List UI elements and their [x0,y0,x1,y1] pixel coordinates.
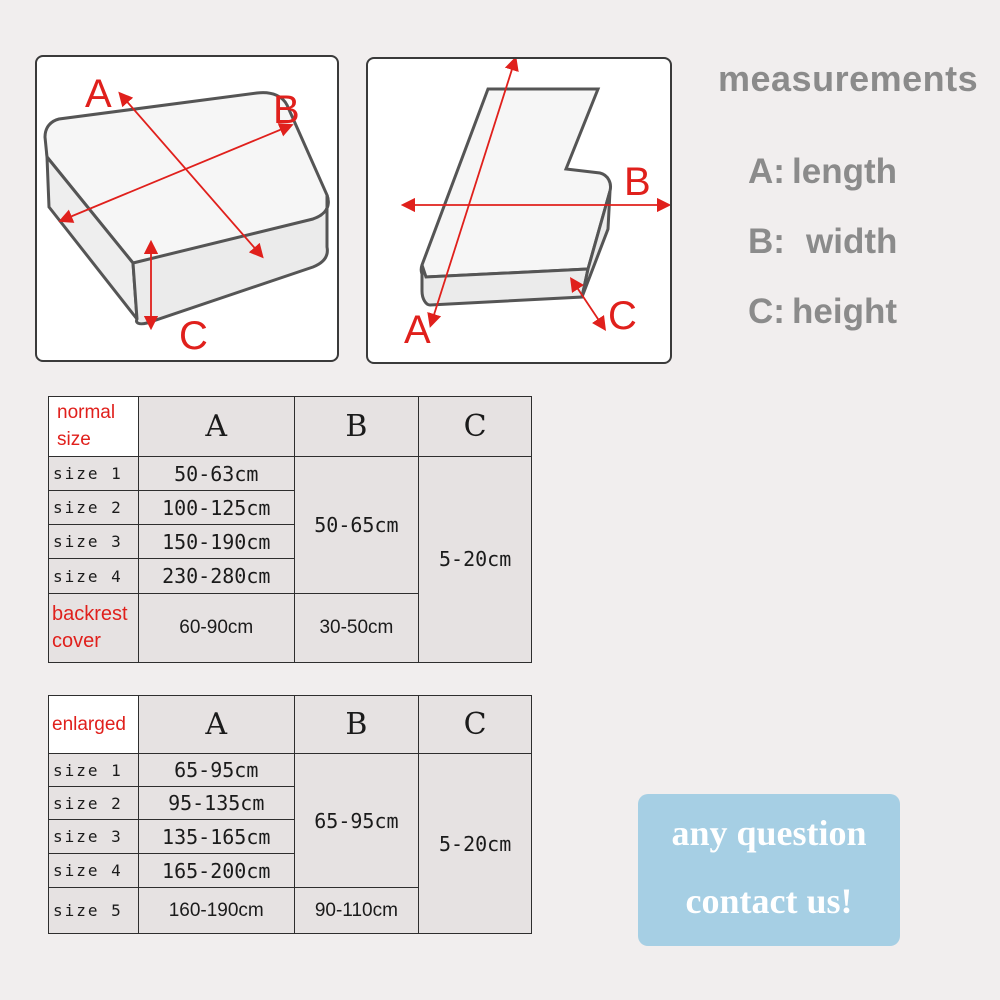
cell-a: 100-125cm [138,491,294,525]
backrest-line-2: cover [52,630,101,653]
cell-a: 50-63cm [138,456,294,491]
cell-a: 160-190cm [138,888,294,934]
cushion-diagram-square [35,55,339,362]
cell-c-shared: 5-20cm [419,456,532,662]
row-label: size 1 [49,754,139,787]
table-corner: enlarged [49,696,139,754]
legend-item-width [748,222,897,262]
legend-key: C: [748,292,785,331]
cushion-diagram-l-shape [366,57,672,364]
column-header-b: B [294,397,419,457]
cell-a: 150-190cm [138,525,294,559]
legend-label: height [792,292,897,331]
legend-title: measurements [718,58,979,99]
cell-b-shared: 65-95cm [294,754,419,888]
row-label: size 3 [49,820,139,854]
row-label: size 3 [49,525,139,559]
legend-label: width [806,222,898,261]
label-c: C [608,294,637,338]
table-corner [49,397,139,457]
label-a: A [85,72,112,116]
backrest-line-1: backrest [52,603,128,626]
normal-size-table [48,396,532,663]
table-header-row [49,696,532,754]
legend-key: A: [748,152,785,191]
cell-b: 30-50cm [294,594,419,663]
table-row [49,456,532,491]
cell-a: 65-95cm [138,754,294,787]
legend-item-length [748,152,897,192]
column-header-c: C [419,397,532,457]
label-c: C [179,314,208,358]
row-label: size 5 [49,888,139,934]
row-label: size 1 [49,456,139,491]
label-b: B [624,160,651,204]
cell-a: 230-280cm [138,559,294,594]
row-label: size 2 [49,787,139,820]
label-b: B [273,88,300,132]
row-label: size 2 [49,491,139,525]
column-header-a: A [138,696,294,754]
column-header-b: B [294,696,419,754]
cell-a: 135-165cm [138,820,294,854]
column-header-a: A [138,397,294,457]
row-label-backrest [49,594,139,663]
legend-item-height [748,292,897,332]
column-header-c: C [419,696,532,754]
table-row [49,754,532,787]
label-a: A [404,308,431,352]
legend-key: B: [748,222,785,261]
square-cushion-illustration [37,57,337,360]
cell-a: 95-135cm [138,787,294,820]
enlarged-size-table [48,695,532,934]
row-label: size 4 [49,559,139,594]
corner-line-1: normal [57,402,116,424]
l-shape-cushion-illustration [368,59,670,362]
cell-b-shared: 50-65cm [294,456,419,594]
cta-line-2: contact us! [685,881,853,921]
cell-c-shared: 5-20cm [419,754,532,934]
cell-a: 60-90cm [138,594,294,663]
legend-label: length [792,152,897,191]
table-header-row [49,397,532,457]
corner-line-2: size [57,429,91,451]
row-label: size 4 [49,854,139,888]
cta-line-1: any question [671,813,867,853]
cell-b: 90-110cm [294,888,419,934]
cell-a: 165-200cm [138,854,294,888]
contact-us-banner[interactable] [638,794,900,946]
